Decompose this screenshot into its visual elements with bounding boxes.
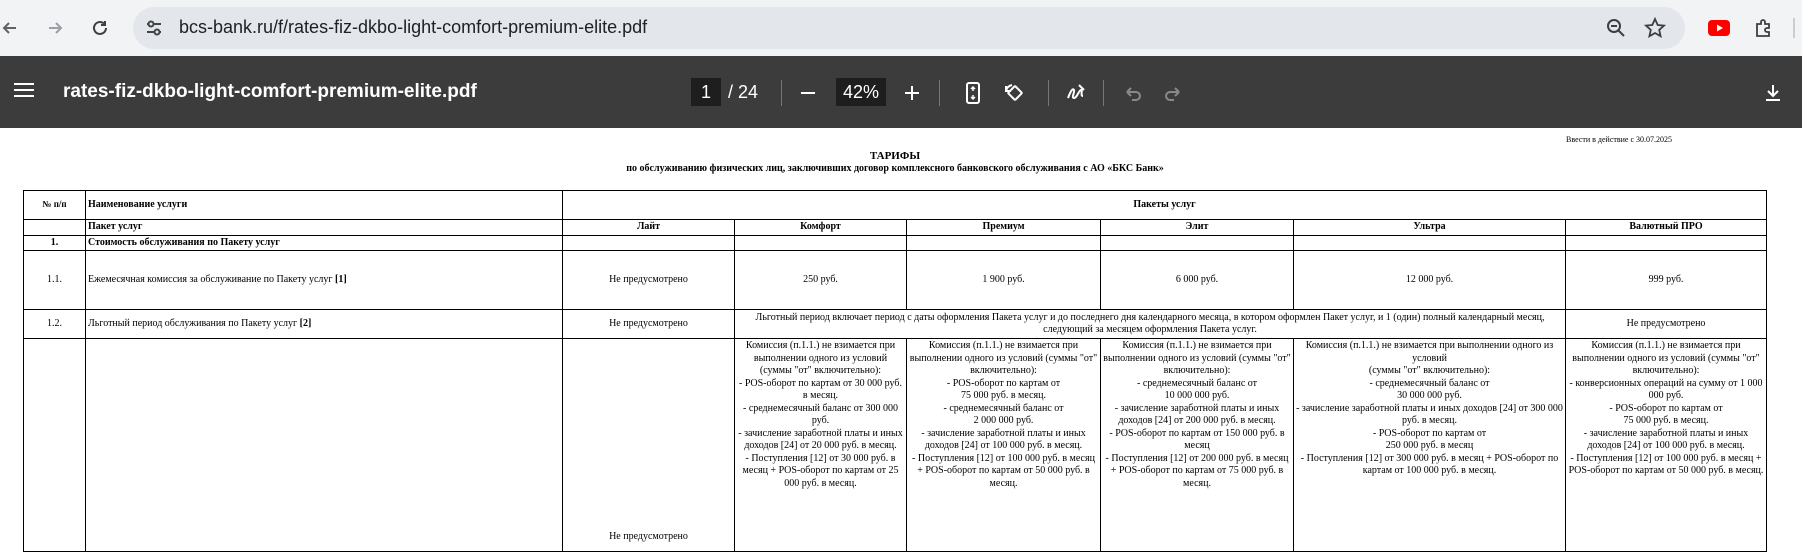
table-cell — [24, 339, 86, 552]
row-service-text: Льготный период обслуживания по Пакету услуг — [88, 317, 300, 329]
pdf-page — [0, 128, 1802, 543]
package-ultra: Ультра — [1294, 220, 1566, 236]
redo-button[interactable] — [1158, 78, 1188, 108]
reload-icon — [90, 18, 110, 38]
puzzle-piece-icon — [1753, 17, 1775, 39]
value-comfort: 250 руб. — [735, 251, 907, 310]
fit-page-icon — [965, 82, 981, 104]
reload-button[interactable] — [82, 10, 118, 46]
row-service-name — [86, 310, 563, 339]
redo-icon — [1163, 83, 1183, 103]
table-cell — [1101, 235, 1294, 251]
condition-ultra: Комиссия (п.1.1.) не взимается при выполнении одного из условий (суммы "от" включительно): - среднемесячный баланс от 30 000 000 руб. - зачисление заработной платы и иных доходов [24] от 300 000 руб. в месяц. - POS-оборот по картам от 250 000 руб. в месяц - Поступления [12] от 300 000 руб. в месяц + POS-оборот по картам от 100 000 руб. в месяц. — [1294, 339, 1566, 552]
package-premium: Премиум — [907, 220, 1101, 236]
address-bar[interactable] — [133, 7, 1685, 49]
value-fx-pro: Не предусмотрено — [1566, 310, 1767, 339]
table-cell — [563, 235, 735, 251]
header-packages: Пакеты услуг — [563, 191, 1767, 220]
download-button[interactable] — [1758, 78, 1788, 108]
condition-fx-pro: Комиссия (п.1.1.) не взимается при выполнении одного из условий (суммы "от" включительно): - конверсионных операций на сумму от 1 000 000 руб. - POS-оборот по картам от 75 000 руб. в месяц. - зачисление заработной платы и иных доходов [24] от 100 000 руб. в месяц. - Поступления [12] от 100 000 руб. в месяц + POS-оборот по картам от 50 000 руб. в месяц. — [1566, 339, 1767, 552]
value-light: Не предусмотрено — [563, 251, 735, 310]
toolbar-separator — [939, 80, 940, 106]
section-row — [24, 235, 1767, 251]
url-text[interactable]: bcs-bank.ru/f/rates-fiz-dkbo-light-comfort-premium-elite.pdf — [179, 17, 648, 37]
bookmark-button[interactable] — [1642, 15, 1668, 41]
minus-icon — [800, 85, 816, 101]
section-title: Стоимость обслуживания по Пакету услуг — [86, 235, 563, 251]
table-cell — [1566, 235, 1767, 251]
forward-arrow-icon — [45, 18, 65, 38]
section-number: 1. — [24, 235, 86, 251]
condition-elite: Комиссия (п.1.1.) не взимается при выполнении одного из условий (суммы "от" включительно): - среднемесячный баланс от 10 000 000 руб. - зачисление заработной платы и иных доходов [24] от 200 000 руб. в месяц. - POS-оборот по картам от 150 000 руб. в месяц - Поступления [12] от 200 000 руб. в месяц + POS-оборот по картам от 75 000 руб. в месяц. — [1101, 339, 1294, 552]
extensions-button[interactable] — [1750, 14, 1778, 42]
table-cell — [735, 235, 907, 251]
table-cell — [907, 235, 1101, 251]
back-button[interactable] — [0, 10, 28, 46]
toolbar-separator — [781, 80, 782, 106]
youtube-extension-button[interactable] — [1705, 14, 1733, 42]
package-names-row — [24, 220, 1767, 236]
document-subtitle: по обслуживанию физических лиц, заключивших договор комплексного банковского обслуживания с АО «БКС Банк» — [626, 163, 1164, 174]
effective-date: Ввести в действие с 30.07.2025 — [1566, 135, 1673, 144]
toolbar-divider — [1793, 18, 1795, 38]
plus-icon — [904, 85, 920, 101]
pdf-toolbar — [0, 56, 1802, 128]
zoom-out-magnifier-icon — [1606, 18, 1626, 38]
package-comfort: Комфорт — [735, 220, 907, 236]
tariff-table — [23, 190, 1767, 552]
draw-signature-icon — [1065, 81, 1089, 105]
star-icon — [1644, 17, 1666, 39]
footnote-ref: [2] — [299, 317, 312, 329]
zoom-level-input[interactable]: 42% — [836, 78, 886, 106]
row-service-name — [86, 251, 563, 310]
table-cell — [1294, 235, 1566, 251]
toolbar-separator — [1103, 80, 1104, 106]
page-number-input[interactable]: 1 — [691, 78, 721, 106]
package-fx-pro: Валютный ПРО — [1566, 220, 1767, 236]
header-service-name: Наименование услуги — [86, 191, 563, 220]
zoom-indicator-button[interactable] — [1603, 15, 1629, 41]
zoom-in-button[interactable] — [897, 78, 927, 108]
table-row — [24, 251, 1767, 310]
rotate-counterclockwise-icon — [1002, 81, 1026, 105]
sidebar-menu-button[interactable] — [10, 76, 38, 104]
row-number: 1.1. — [24, 251, 86, 310]
value-fx-pro: 999 руб. — [1566, 251, 1767, 310]
pdf-file-title: rates-fiz-dkbo-light-comfort-premium-elite.pdf — [63, 81, 477, 102]
row-service-text: Ежемесячная комиссия за обслуживание по Пакету услуг — [88, 273, 335, 285]
value-light: Не предусмотрено — [563, 310, 735, 339]
document-title: ТАРИФЫ — [869, 150, 921, 162]
table-row — [24, 310, 1767, 339]
youtube-icon — [1708, 20, 1730, 36]
site-info-button[interactable] — [141, 15, 167, 41]
zoom-out-button[interactable] — [793, 78, 823, 108]
value-light: Не предусмотрено — [563, 339, 735, 552]
condition-comfort: Комиссия (п.1.1.) не взимается при выполнении одного из условий (суммы "от" включительно): - POS-оборот по картам от 30 000 руб. в месяц. - среднемесячный баланс от 300 000 руб. - зачисление заработной платы и иных доходов [24] от 20 000 руб. в месяц. - Поступления [12] от 30 000 руб. в месяц + POS-оборот по картам от 25 000 руб. в месяц. — [735, 339, 907, 552]
row-number: 1.2. — [24, 310, 86, 339]
rotate-button[interactable] — [999, 78, 1029, 108]
undo-icon — [1123, 83, 1143, 103]
hamburger-menu-icon — [14, 82, 34, 98]
value-ultra: 12 000 руб. — [1294, 251, 1566, 310]
table-cell — [24, 220, 86, 236]
footnote-ref: [1] — [335, 273, 347, 285]
forward-button[interactable] — [37, 10, 73, 46]
grace-period-description: Льготный период включает период с даты оформления Пакета услуг и до последнего дня календарного месяца, в котором оформлен Пакет услуг, и 1 (один) полный календарный месяц, следующий за месяцем оформления Пакета услуг. — [735, 310, 1566, 339]
annotate-button[interactable] — [1062, 78, 1092, 108]
tune-icon — [144, 18, 164, 38]
fit-to-page-button[interactable] — [958, 78, 988, 108]
table-row — [24, 339, 1767, 552]
back-arrow-icon — [0, 18, 20, 38]
undo-button[interactable] — [1118, 78, 1148, 108]
download-icon — [1763, 83, 1783, 103]
value-elite: 6 000 руб. — [1101, 251, 1294, 310]
value-premium: 1 900 руб. — [907, 251, 1101, 310]
toolbar-separator — [1048, 80, 1049, 106]
table-cell — [86, 339, 563, 552]
browser-toolbar — [0, 0, 1802, 56]
package-light: Лайт — [563, 220, 735, 236]
package-label: Пакет услуг — [86, 220, 563, 236]
condition-premium: Комиссия (п.1.1.) не взимается при выполнении одного из условий (суммы "от" включительно): - POS-оборот по картам от 75 000 руб. в месяц. - среднемесячный баланс от 2 000 000 руб. - зачисление заработной платы и иных доходов [24] от 100 000 руб. в месяц. - Поступления [12] от 100 000 руб. в месяц + POS-оборот по картам от 50 000 руб. в месяц. — [907, 339, 1101, 552]
header-number: № п/п — [24, 191, 86, 220]
package-elite: Элит — [1101, 220, 1294, 236]
page-total: / 24 — [728, 82, 759, 102]
